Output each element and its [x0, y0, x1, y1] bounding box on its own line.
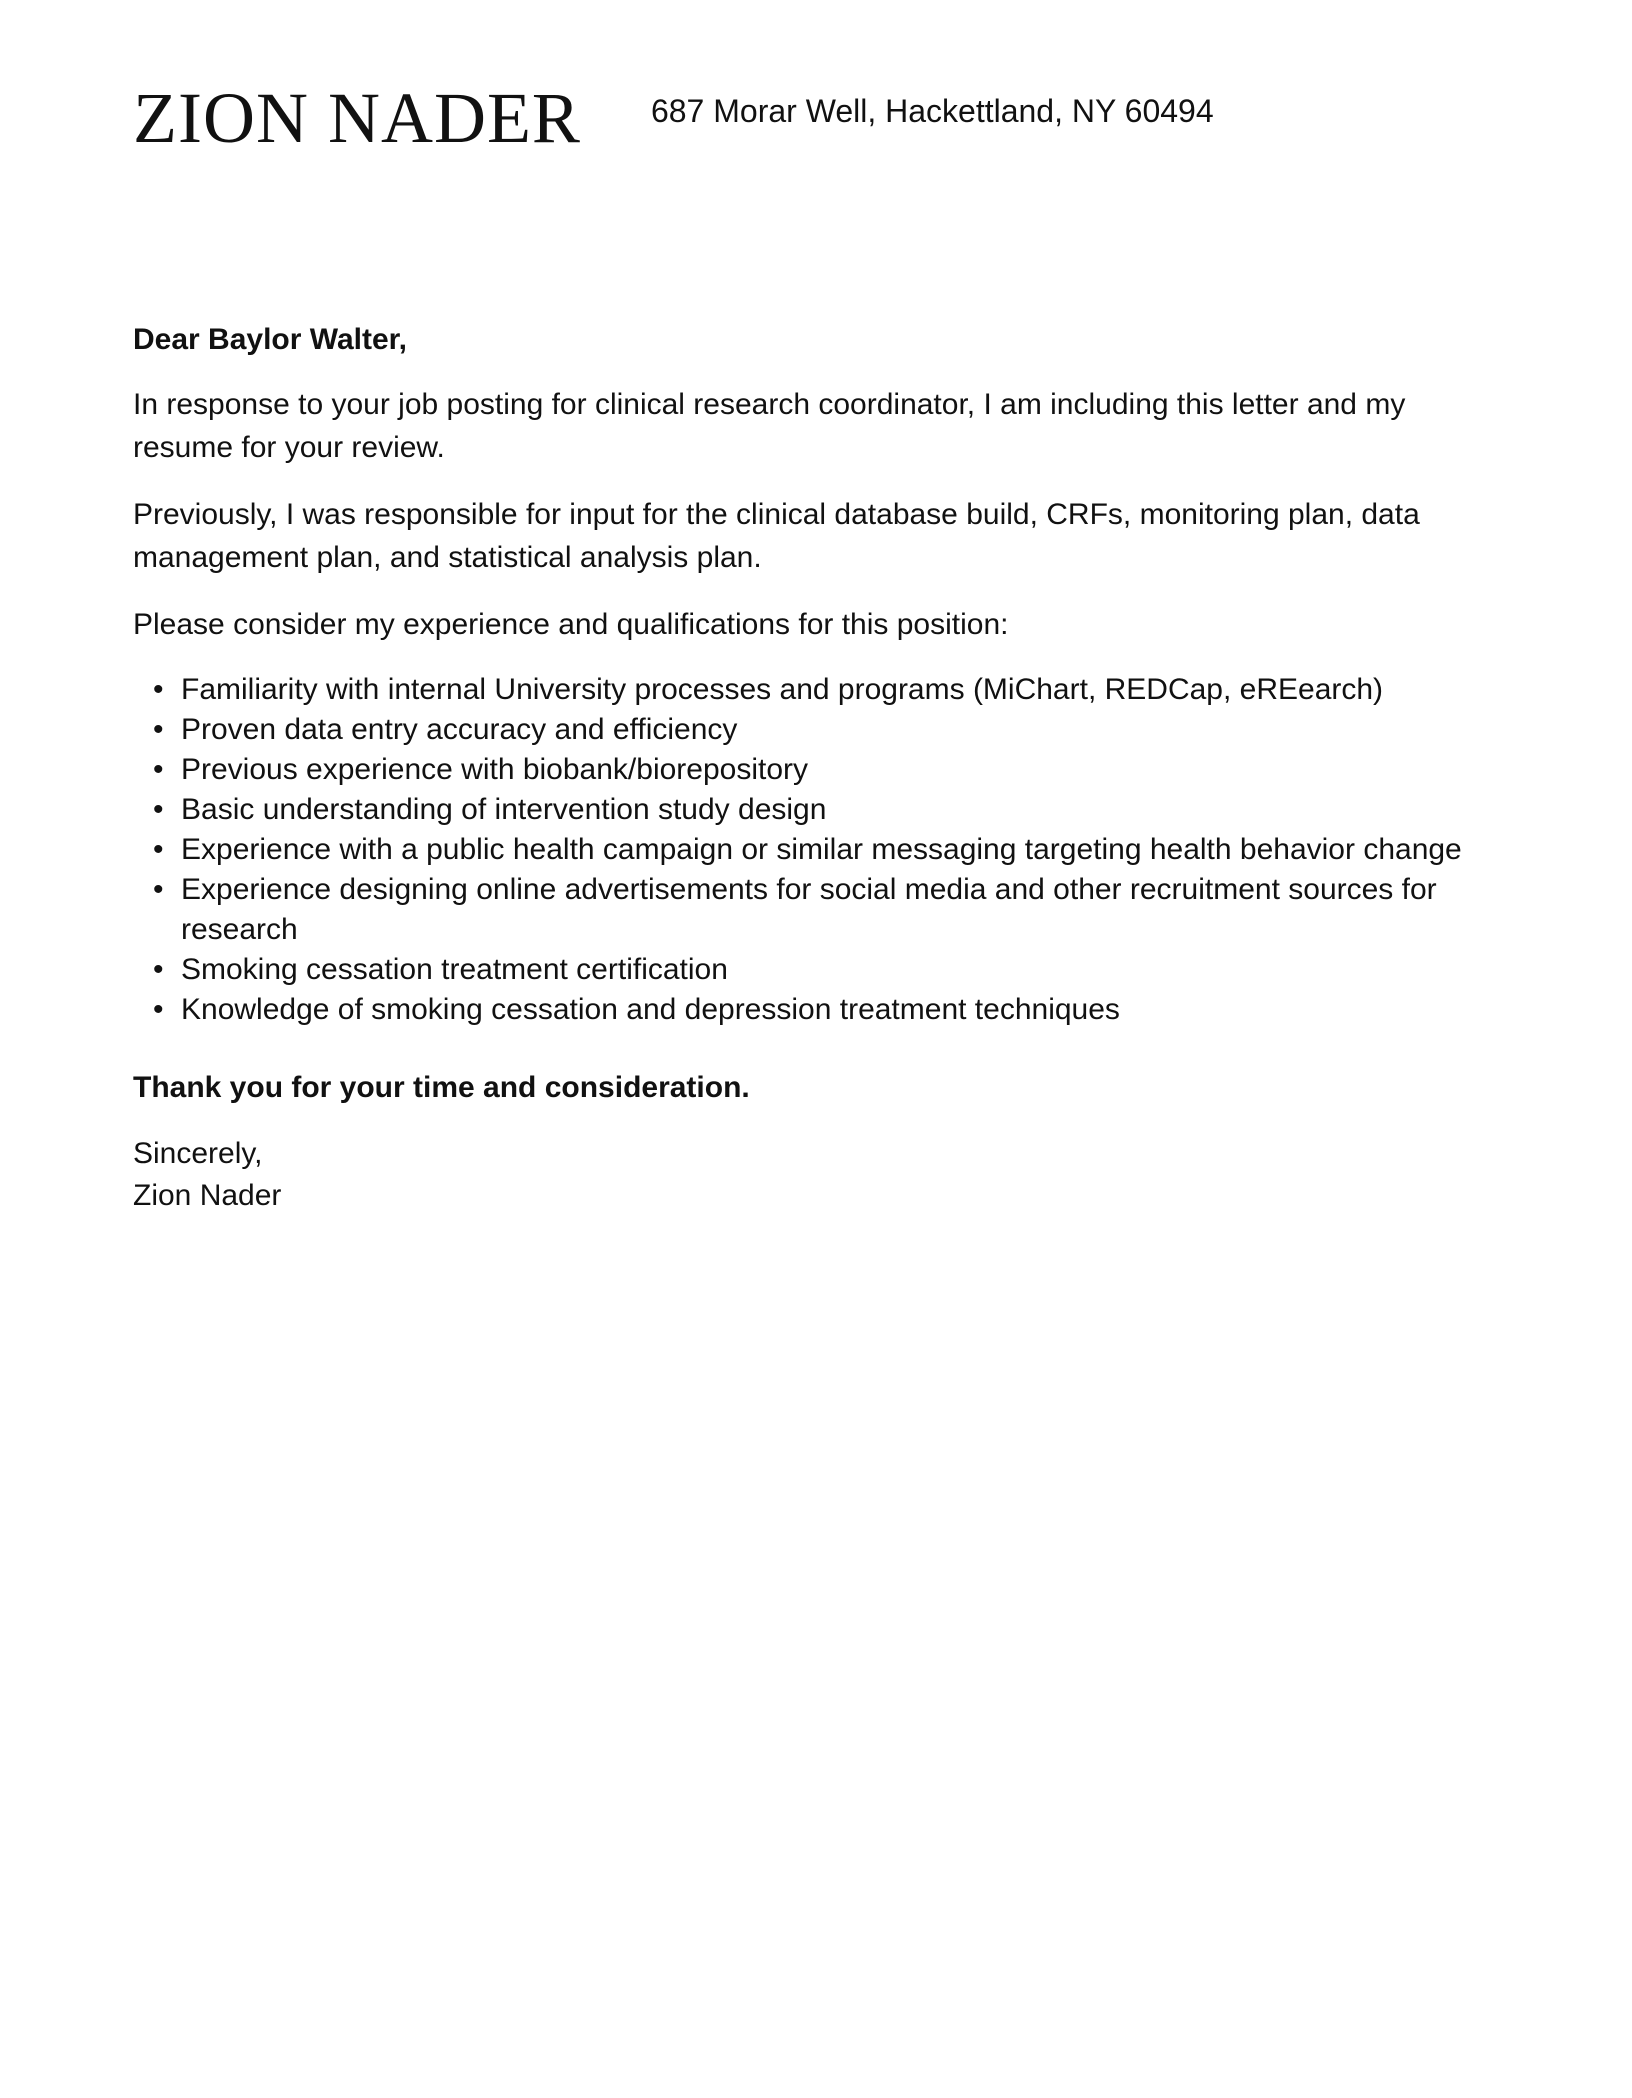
list-item-text: Basic understanding of intervention study design — [181, 793, 827, 826]
bullet-icon: • — [153, 793, 164, 826]
bullet-icon: • — [153, 833, 164, 866]
bullet-icon: • — [153, 753, 164, 786]
signoff: Sincerely, — [133, 1137, 263, 1170]
list-item — [153, 790, 1503, 830]
list-item-text: Knowledge of smoking cessation and depression treatment techniques — [181, 993, 1120, 1026]
bullet-icon: • — [153, 713, 164, 746]
list-item-text: Previous experience with biobank/biorepository — [181, 753, 809, 786]
list-item — [153, 950, 1503, 990]
list-item-text: Experience designing online advertisements for social media and other recruitment sources for research — [181, 873, 1437, 946]
list-item — [153, 830, 1503, 870]
list-item — [153, 710, 1503, 750]
qualifications-list — [133, 670, 1503, 1030]
sender-address: 687 Morar Well, Hackettland, NY 60494 — [650, 93, 1214, 129]
list-item-text: Smoking cessation treatment certification — [181, 953, 728, 986]
list-item — [153, 870, 1503, 950]
bullet-icon: • — [153, 873, 164, 906]
list-item — [153, 670, 1503, 710]
paragraph-experience: Previously, I was responsible for input for the clinical database build, CRFs, monitoring plan, data management plan, and statistical analysis plan. — [133, 498, 1420, 574]
bullet-icon: • — [153, 953, 164, 986]
signature: Zion Nader — [133, 1179, 282, 1212]
salutation: Dear Baylor Walter, — [133, 323, 407, 356]
letter-body — [133, 318, 1503, 1217]
list-item-text: Proven data entry accuracy and efficiency — [181, 713, 738, 746]
closing-line: Thank you for your time and consideration. — [133, 1071, 750, 1104]
paragraph-intro: In response to your job posting for clinical research coordinator, I am including this letter and my resume for your review. — [133, 388, 1406, 464]
list-item-text: Familiarity with internal University processes and programs (MiChart, REDCap, eREearch) — [181, 673, 1384, 706]
letter-header — [133, 78, 1214, 158]
bullet-icon: • — [153, 993, 164, 1026]
list-item-text: Experience with a public health campaign or similar messaging targeting health behavior change — [181, 833, 1462, 866]
sender-name: ZION NADER — [133, 78, 581, 158]
list-item — [153, 990, 1503, 1030]
bullet-icon: • — [153, 673, 164, 706]
paragraph-qualifications-lead: Please consider my experience and qualifications for this position: — [133, 608, 1009, 641]
list-item — [153, 750, 1503, 790]
